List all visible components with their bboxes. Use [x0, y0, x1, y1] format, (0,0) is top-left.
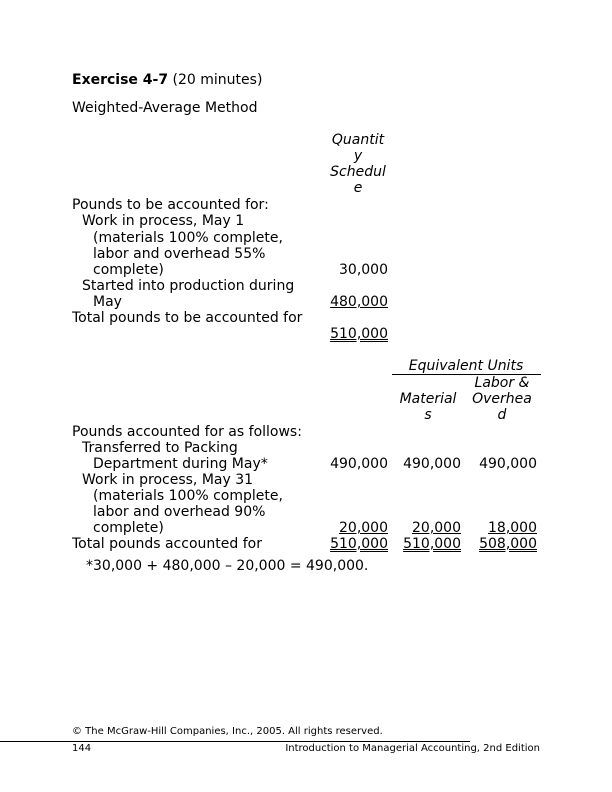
copyright: © The McGraw-Hill Companies, Inc., 2005. All rights reserved. [72, 726, 383, 737]
started-label: Started into production during [82, 278, 295, 294]
total-accounted-label: Total pounds accounted for [72, 536, 262, 552]
wip-may31-materials: 20,000 [412, 520, 461, 536]
footer-rule [0, 741, 470, 742]
total-accounted-qty: 510,000 [330, 536, 388, 552]
header-line: e [353, 180, 363, 196]
total-accounted-for-qty: 510,000 [330, 326, 388, 342]
transferred-materials: 490,000 [403, 456, 461, 472]
wip-may1-desc: labor and overhead 55% [93, 246, 266, 262]
header-line: Overhea [472, 391, 532, 407]
header-line: Quantit [331, 132, 385, 148]
exercise-title [72, 72, 262, 88]
book-title: Introduction to Managerial Accounting, 2nd Edition [285, 743, 540, 754]
started-label-2: May [93, 294, 122, 310]
wip-may31-label: Work in process, May 31 [82, 472, 254, 488]
wip-may31-desc: labor and overhead 90% [93, 504, 266, 520]
wip-may31-labor: 18,000 [488, 520, 537, 536]
transferred-labor: 490,000 [479, 456, 537, 472]
total-accounted-materials: 510,000 [403, 536, 461, 552]
header-line: Schedul [330, 164, 386, 180]
wip-may1-qty: 30,000 [339, 262, 388, 278]
transferred-qty: 490,000 [330, 456, 388, 472]
wip-may1-label: Work in process, May 1 [82, 213, 245, 229]
method-title: Weighted-Average Method [72, 100, 258, 116]
exercise-number: Exercise 4-7 [72, 72, 169, 88]
transferred-label-2: Department during May* [93, 456, 268, 472]
wip-may31-desc: complete) [93, 520, 164, 536]
header-line: d [497, 407, 507, 423]
quantity-schedule-header [328, 132, 388, 196]
materials-header [396, 391, 460, 423]
section1-label: Pounds to be accounted for: [72, 197, 269, 213]
section2-label: Pounds accounted for as follows: [72, 424, 302, 440]
header-line: s [424, 407, 432, 423]
wip-may31-desc: (materials 100% complete, [93, 488, 283, 504]
wip-may31-qty: 20,000 [339, 520, 388, 536]
exercise-duration: (20 minutes) [168, 72, 263, 88]
transferred-label: Transferred to Packing [82, 440, 238, 456]
started-qty: 480,000 [330, 294, 388, 310]
wip-may1-desc: complete) [93, 262, 164, 278]
equivalent-units-header: Equivalent Units [408, 358, 524, 374]
header-line: y [353, 148, 363, 164]
total-accounted-for-label: Total pounds to be accounted for [72, 310, 303, 326]
page-number: 144 [72, 743, 92, 754]
wip-may1-desc: (materials 100% complete, [93, 230, 283, 246]
total-accounted-labor: 508,000 [479, 536, 537, 552]
header-line: Labor & [474, 375, 530, 391]
header-line: Material [399, 391, 457, 407]
labor-overhead-header [470, 375, 534, 423]
footnote: *30,000 + 480,000 – 20,000 = 490,000. [86, 558, 369, 574]
